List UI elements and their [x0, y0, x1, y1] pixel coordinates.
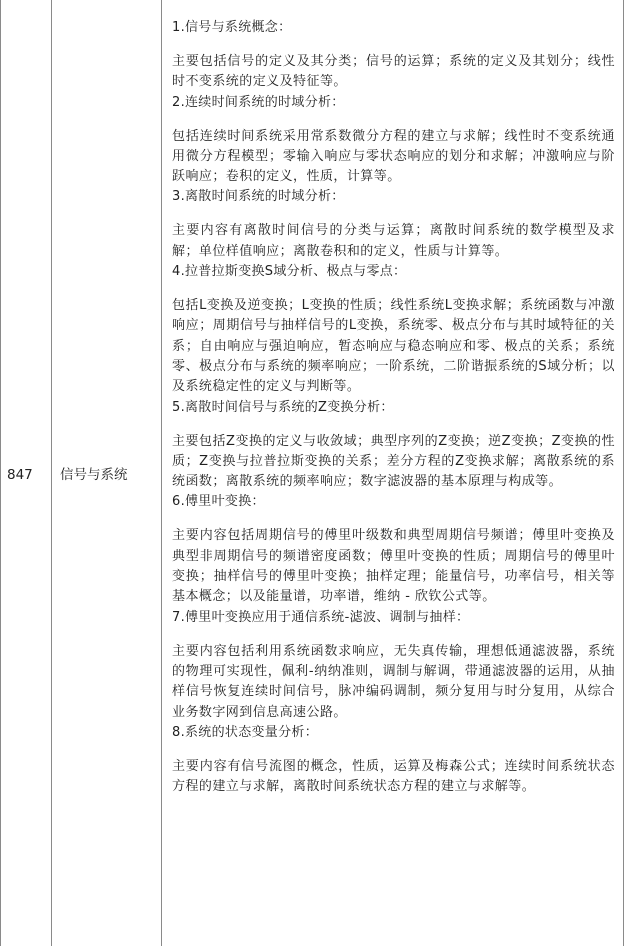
subject-name: 信号与系统	[60, 467, 128, 483]
section-title: 8.系统的状态变量分析：	[172, 724, 319, 740]
section-title: 1.信号与系统概念：	[172, 20, 292, 35]
section-5	[172, 398, 615, 493]
section-body: 主要包括信号的定义及其分类；信号的运算；系统的定义及其划分；线性时不变系统的定义及特征等。	[172, 54, 615, 90]
section-7	[172, 608, 615, 723]
subject-code: 847	[7, 467, 33, 483]
section-body: 包括连续时间系统采用常系数微分方程的建立与求解；线性时不变系统通用微分方程模型；零输入响应与零状态响应的划分和求解；冲激响应与阶跃响应；卷积的定义，性质，计算等。	[172, 128, 615, 185]
section-body: 主要内容有信号流图的概念，性质，运算及梅森公式；连续时间系统状态方程的建立与求解，离散时间系统状态方程的建立与求解等。	[172, 758, 615, 795]
section-title: 3.离散时间系统的时域分析：	[172, 189, 345, 205]
section-body: 主要内容有离散时间信号的分类与运算；离散时间系统的数学模型及求解；单位样值响应；离散卷积和的定义，性质与计算等。	[172, 223, 615, 259]
section-2	[172, 93, 615, 188]
section-body: 包括L变换及逆变换；L变换的性质；线性系统L变换求解；系统函数与冲激响应；周期信号与抽样信号的L变换，系统零、极点分布与其时域特征的关系；自由响应与强迫响应，暂态响应与稳态响应和零、极点的关系；系统零、极点分布与系统的频率响应；一阶系统，二阶谐振系统的S域分析；以及系统稳定性的定义与判断等。	[172, 298, 615, 395]
section-4	[172, 262, 615, 397]
section-1	[172, 18, 615, 93]
content-cell	[162, 0, 624, 946]
section-6	[172, 492, 615, 607]
section-title: 2.连续时间系统的时域分析：	[172, 94, 345, 110]
section-title: 5.离散时间信号与系统的Z变换分析：	[172, 399, 394, 415]
section-8	[172, 723, 615, 798]
section-title: 7.傅里叶变换应用于通信系统-滤波、调制与抽样：	[172, 609, 470, 625]
section-body: 主要包括Z变换的定义与收敛域；典型序列的Z变换；逆Z变换；Z变换的性质；Z变换与拉普拉斯变换的关系；差分方程的Z变换求解；离散系统的系统函数；离散系统的频率响应；数字滤波器的基本原理与构成等。	[172, 433, 615, 490]
section-body: 主要内容包括周期信号的傅里叶级数和典型周期信号频谱；傅里叶变换及典型非周期信号的频谱密度函数；傅里叶变换的性质；周期信号的傅里叶变换；抽样信号的傅里叶变换；抽样定理；能量信号，功率信号，相关等基本概念；以及能量谱，功率谱，维纳 - 欣钦公式等。	[172, 528, 615, 605]
section-3	[172, 187, 615, 262]
subject-cell	[52, 0, 162, 946]
code-cell	[0, 0, 52, 946]
section-body: 主要内容包括利用系统函数求响应，无失真传输，理想低通滤波器，系统的物理可实现性，佩利-纳纳准则，调制与解调，带通滤波器的运用，从抽样信号恢复连续时间信号，脉冲编码调制，频分复用与时分复用，从综合业务数字网到信息高速公路。	[172, 643, 615, 720]
section-title: 6.傅里叶变换：	[172, 494, 265, 510]
section-title: 4.拉普拉斯变换S域分析、极点与零点：	[172, 264, 407, 280]
content-list	[172, 18, 615, 797]
